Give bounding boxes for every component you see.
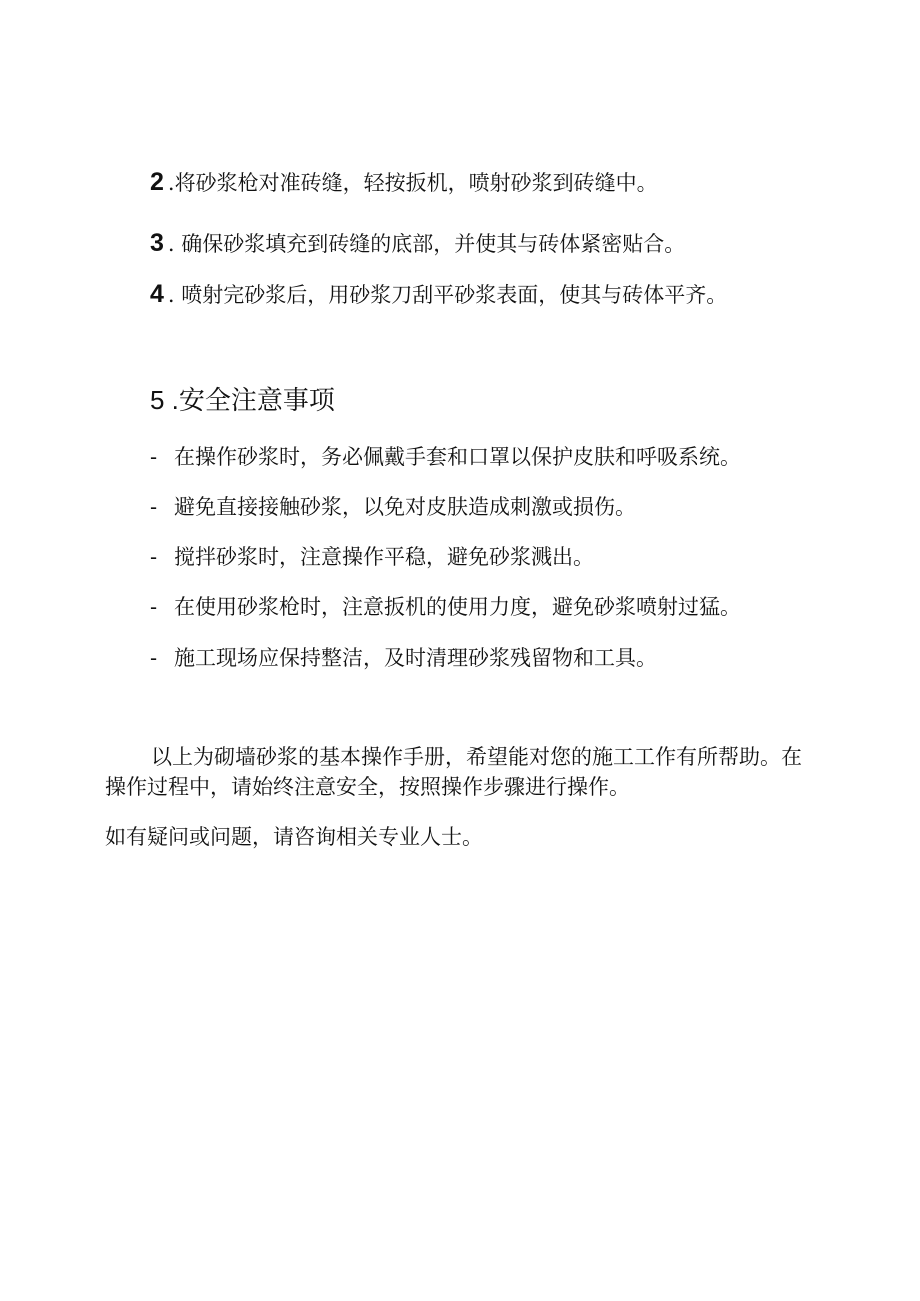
- safety-item-text: 施工现场应保持整洁，及时清理砂浆残留物和工具。: [174, 646, 657, 670]
- bullet-dash: -: [150, 445, 158, 469]
- bullet-dash: -: [150, 545, 158, 569]
- bullet-dash: -: [150, 595, 158, 619]
- safety-item: [150, 543, 594, 571]
- section-heading: 5 .安全注意事项: [150, 385, 335, 415]
- step-number: 4: [150, 280, 164, 308]
- closing-note: [105, 822, 805, 852]
- bullet-dash: -: [150, 495, 158, 519]
- step-2: [150, 168, 658, 197]
- safety-item-text: 避免直接接触砂浆，以免对皮肤造成刺激或损伤。: [174, 495, 636, 519]
- closing-paragraph: [105, 742, 805, 802]
- step-number: 3: [150, 229, 164, 257]
- closing-note-text: 如有疑问或问题，请咨询相关专业人士。: [105, 825, 483, 849]
- step-number: 2: [150, 168, 164, 196]
- step-text: . 确保砂浆填充到砖缝的底部，并使其与砖体紧密贴合。: [167, 232, 686, 256]
- safety-item: [150, 443, 741, 471]
- step-4: [150, 280, 727, 309]
- bullet-dash: -: [150, 646, 158, 670]
- safety-item: [150, 593, 741, 621]
- safety-item-text: 在操作砂浆时，务必佩戴手套和口罩以保护皮肤和呼吸系统。: [174, 445, 741, 469]
- closing-paragraph-text: 以上为砌墙砂浆的基本操作手册，希望能对您的施工工作有所帮助。在操作过程中，请始终注意安全，按照操作步骤进行操作。: [105, 745, 802, 799]
- safety-item-text: 在使用砂浆枪时，注意扳机的使用力度，避免砂浆喷射过猛。: [174, 595, 741, 619]
- step-text: .将砂浆枪对准砖缝，轻按扳机，喷射砂浆到砖缝中。: [167, 171, 658, 195]
- safety-item: [150, 644, 657, 672]
- safety-item: [150, 493, 636, 521]
- step-3: [150, 229, 685, 258]
- safety-item-text: 搅拌砂浆时，注意操作平稳，避免砂浆溅出。: [174, 545, 594, 569]
- step-text: . 喷射完砂浆后，用砂浆刀刮平砂浆表面，使其与砖体平齐。: [167, 283, 728, 307]
